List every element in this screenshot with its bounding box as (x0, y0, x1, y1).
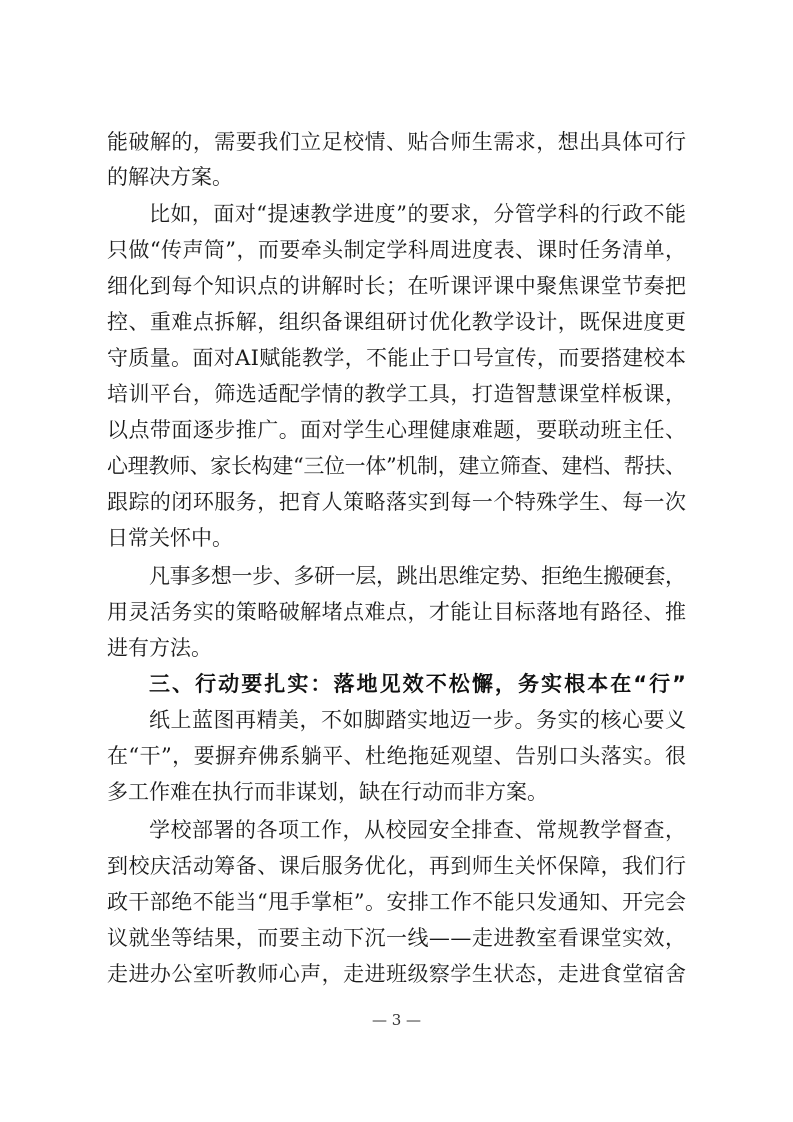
body-text-line: 以点带面逐步推广。面对学生心理健康难题，要联动班主任、 (107, 418, 687, 442)
body-text-line: 只做“传声筒”，而要牵头制定学科周进度表、课时任务清单， (107, 238, 687, 262)
body-text-line: 能破解的，需要我们立足校情、贴合师生需求，想出具体可行 (107, 130, 687, 154)
paragraph-first-line: 纸上蓝图再精美，不如脚踏实地迈一步。务实的核心要义 (149, 708, 687, 732)
body-text-line: 培训平台，筛选适配学情的教学工具，打造智慧课堂样板课， (107, 382, 687, 406)
body-text-line: 控、重难点拆解，组织备课组研讨优化教学设计，既保进度更 (107, 310, 687, 334)
body-text-line: 细化到每个知识点的讲解时长；在听课评课中聚焦课堂节奏把 (107, 274, 687, 298)
body-text-line: 到校庆活动筹备、课后服务优化，再到师生关怀保障，我们行 (107, 854, 687, 878)
body-text-line: 多工作难在执行而非谋划，缺在行动而非方案。 (107, 780, 548, 804)
section-heading: 三、行动要扎实：落地见效不松懈，务实根本在“行” (149, 672, 689, 696)
body-text-line: 跟踪的闭环服务，把育人策略落实到每一个特殊学生、每一次 (107, 490, 687, 514)
body-text-line: 用灵活务实的策略破解堵点难点，才能让目标落地有路径、推 (107, 600, 687, 624)
body-text-line: 心理教师、家长构建“三位一体”机制，建立筛查、建档、帮扶、 (107, 454, 686, 478)
body-text-line: 走进办公室听教师心声，走进班级察学生状态，走进食堂宿舍 (107, 962, 687, 986)
body-text-line: 守质量。面对AI赋能教学，不能止于口号宣传，而要搭建校本 (107, 346, 687, 370)
body-text-line: 在“干”，要摒弃佛系躺平、杜绝拖延观望、告别口头落实。很 (107, 744, 687, 768)
paragraph-first-line: 学校部署的各项工作，从校园安全排查、常规教学督查， (149, 818, 687, 842)
body-text-line: 日常关怀中。 (107, 526, 233, 550)
body-text-line: 政干部绝不能当“甩手掌柜”。安排工作不能只发通知、开完会 (107, 890, 687, 914)
page-number: — 3 — (371, 1011, 422, 1029)
paragraph-first-line: 比如，面对“提速教学进度”的要求，分管学科的行政不能 (149, 202, 687, 226)
body-text-line: 议就坐等结果，而要主动下沉一线——走进教室看课堂实效， (107, 926, 687, 950)
body-text-line: 进有方法。 (107, 636, 212, 660)
paragraph-first-line: 凡事多想一步、多研一层，跳出思维定势、拒绝生搬硬套， (149, 564, 686, 588)
body-text-line: 的解决方案。 (107, 165, 233, 189)
